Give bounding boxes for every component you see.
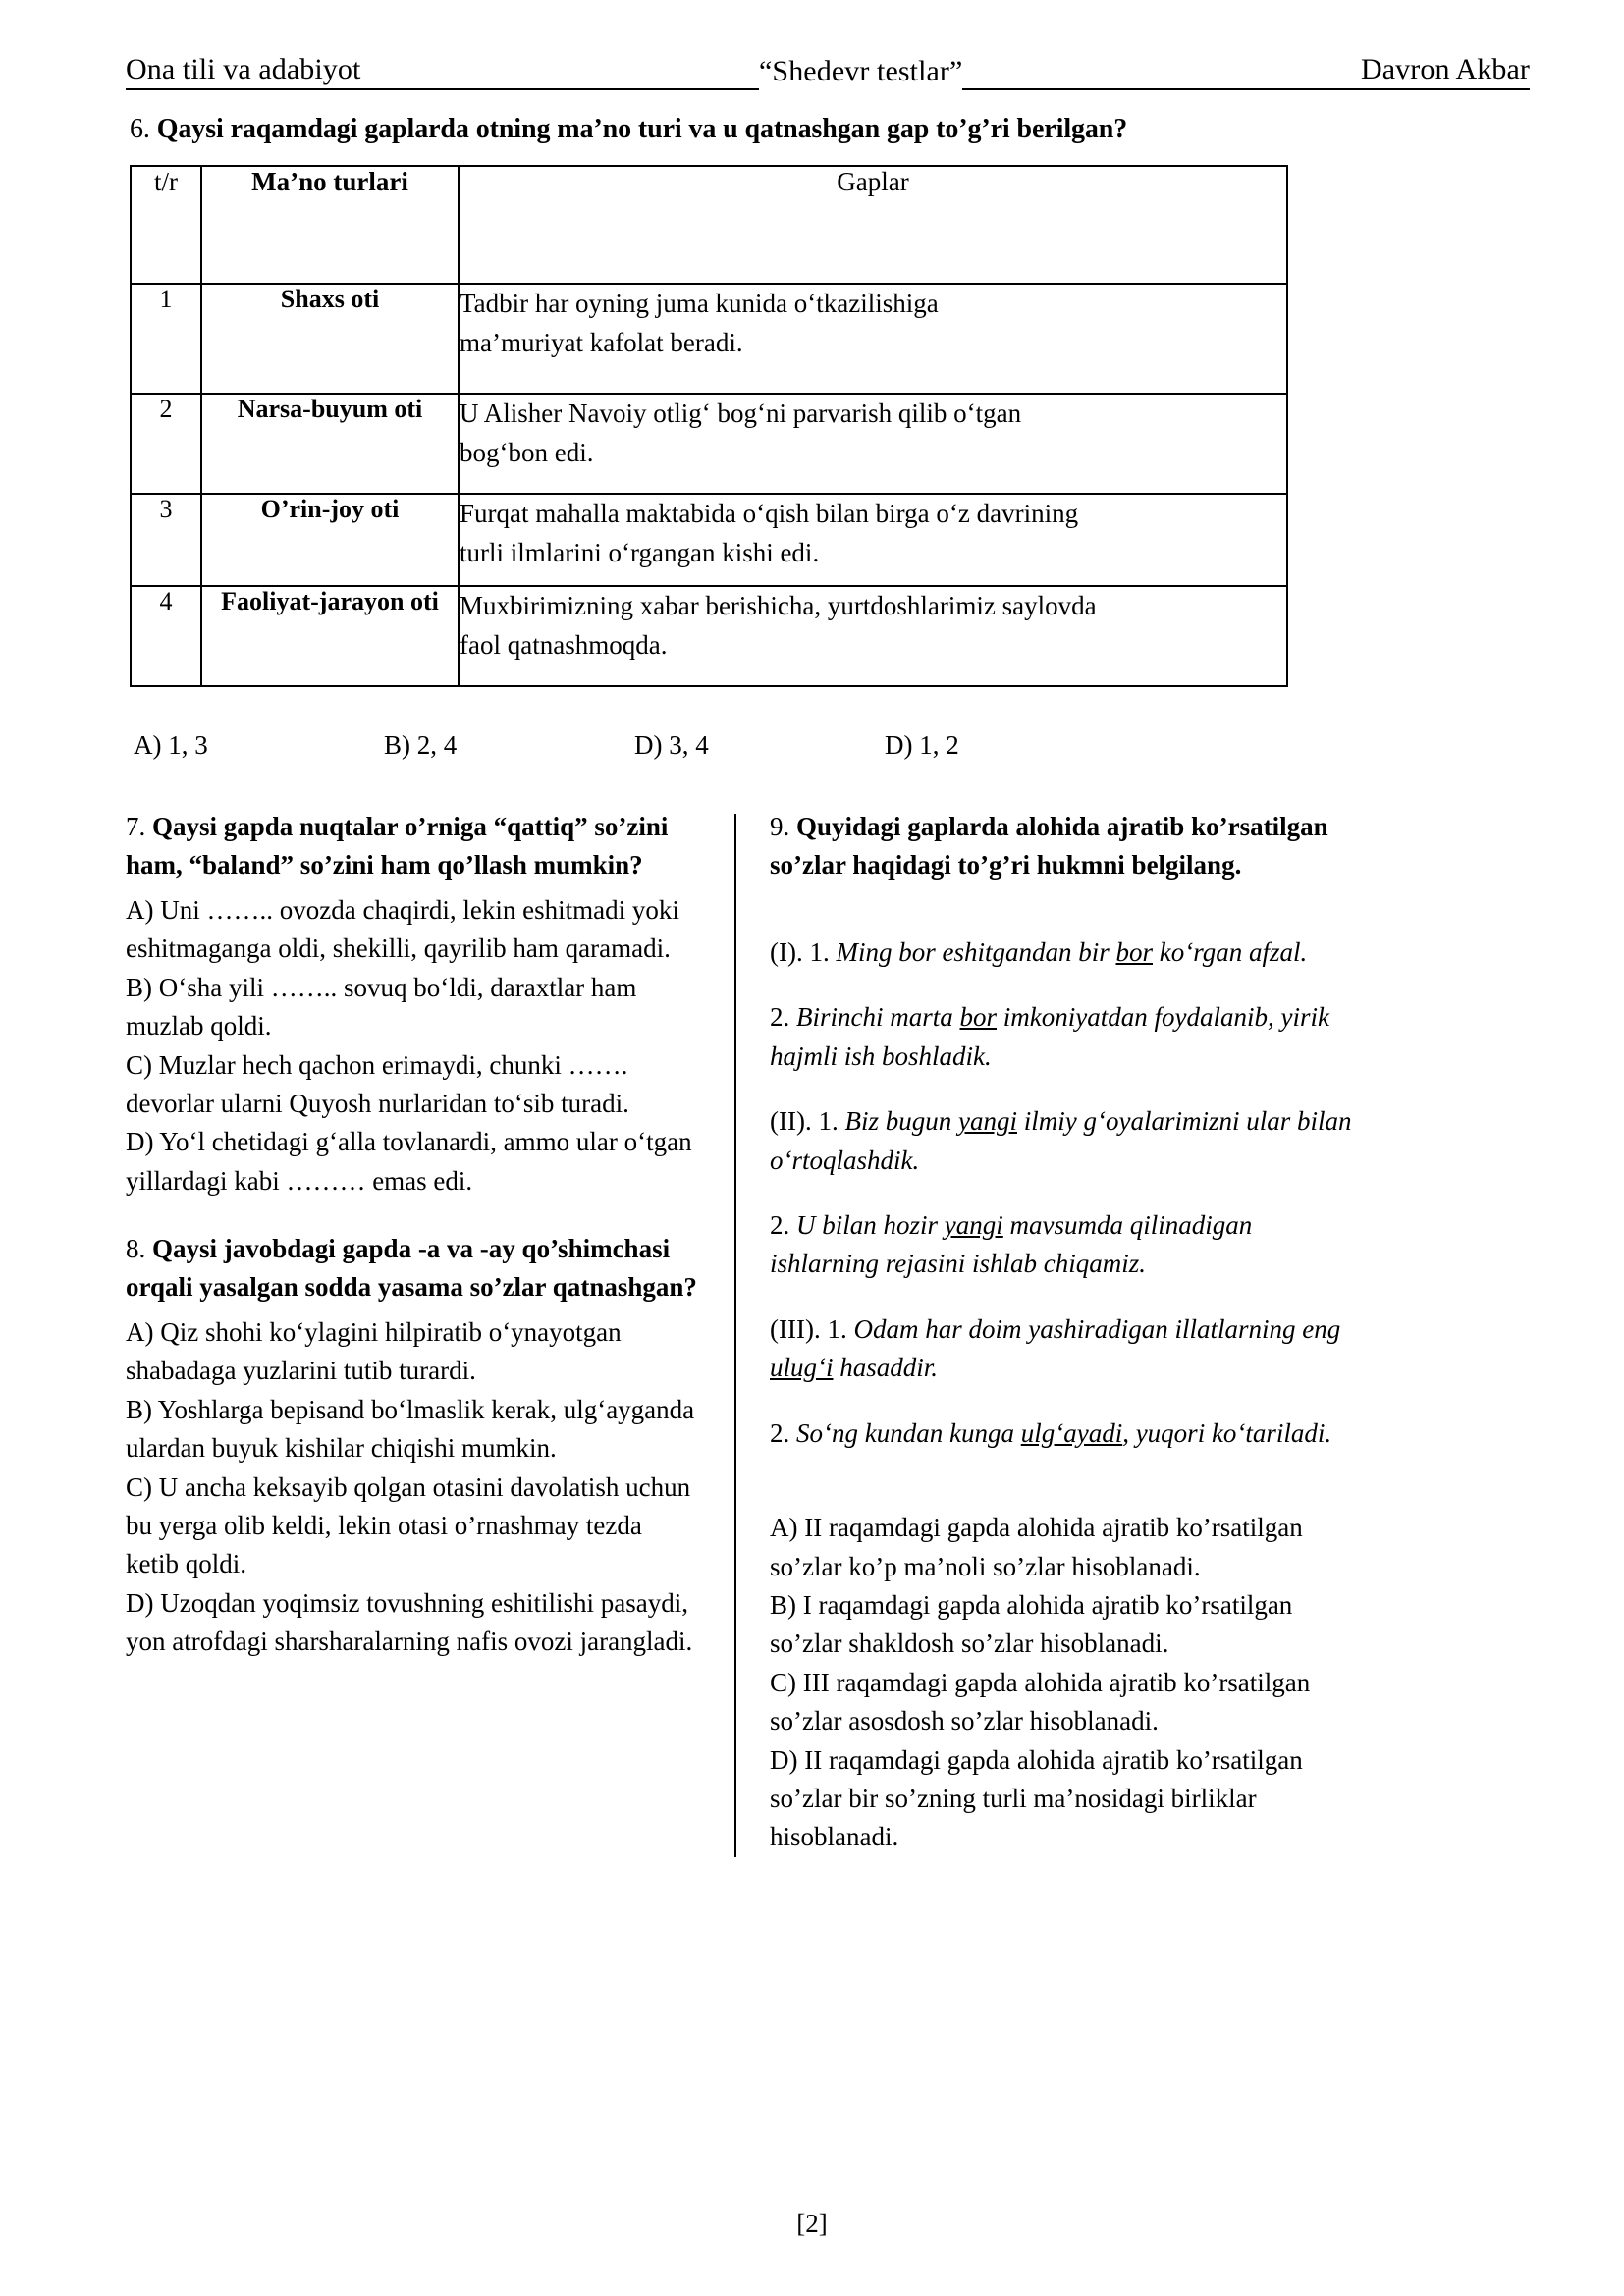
sentence-line: U Alisher Navoiy otlig‘ bog‘ni parvarish qilib o‘tgan [460, 399, 1022, 429]
question-6-heading [130, 112, 1530, 147]
sentence-marker: 2. [770, 1002, 790, 1033]
table-cell-number: 4 [131, 586, 201, 686]
sentence-emphasis: bor [959, 1002, 998, 1033]
table-header-type: Ma’no turlari [201, 166, 459, 284]
question-9-option-a[interactable]: A) II raqamdagi gapda alohida ajratib ko’rsatilgan so’zlar ko’p ma’noli so’zlar hisoblanadi. [770, 1513, 1303, 1581]
question-9-number: 9. [770, 812, 790, 842]
sentence-pre: So‘ng kundan kunga [796, 1417, 1021, 1448]
sentence-emphasis: ulug‘i [770, 1353, 834, 1383]
table-cell-number: 3 [131, 494, 201, 586]
question-9-sentence [770, 934, 1365, 972]
header-center-title: “Shedevr testlar” [759, 54, 963, 87]
question-9-option-c[interactable]: C) III raqamdagi gapda alohida ajratib ko’rsatilgan so’zlar asosdosh so’zlar hisoblanadi. [770, 1667, 1311, 1736]
sentence-marker: (II). 1. [770, 1106, 839, 1137]
header-rule-right [962, 49, 1361, 90]
sentence-line: bog‘bon edi. [460, 437, 594, 467]
question-8-number: 8. [126, 1234, 146, 1264]
sentence-post: mavsumda qilinadigan ishlarning rejasini ishlab chiqamiz. [770, 1210, 1253, 1279]
table-cell-sentence [459, 494, 1287, 586]
answer-option-d[interactable]: D) 1, 2 [885, 730, 959, 761]
table-cell-sentence [459, 586, 1287, 686]
question-7-prompt: Qaysi gapda nuqtalar o’rniga “qattiq” so’zini ham, “baland” so’zini ham qo’llash mumkin? [126, 812, 669, 880]
question-8-option-b[interactable]: B) Yoshlarga bepisand bo‘lmaslik kerak, ulg‘ayganda ulardan buyuk kishilar chiqishi mumkin. [126, 1394, 695, 1464]
table-header-row [131, 166, 1287, 284]
sentence-line: turli ilmlarini o‘rgangan kishi edi. [460, 537, 820, 567]
question-9-sentence [770, 1415, 1365, 1453]
question-8-heading [126, 1230, 701, 1306]
header-subject: Ona tili va adabiyot [126, 53, 360, 91]
sentence-marker: 2. [770, 1210, 790, 1241]
table-row [131, 284, 1287, 394]
sentence-line: Muxbirimizning xabar berishicha, yurtdoshlarimiz saylovda [460, 591, 1097, 621]
sentence-marker: (III). 1. [770, 1313, 847, 1344]
question-9-option-b[interactable]: B) I raqamdagi gapda alohida ajratib ko’rsatilgan so’zlar shakldosh so’zlar hisoblanadi. [770, 1589, 1293, 1659]
question-7-heading [126, 808, 701, 883]
question-7-number: 7. [126, 812, 146, 842]
question-9-sentence [770, 1310, 1365, 1388]
sentence-emphasis: yangi [944, 1210, 1003, 1241]
sentence-line: Furqat mahalla maktabida o‘qish bilan birga o‘z davrining [460, 499, 1079, 529]
question-6-prompt: Qaysi raqamdagi gaplarda otning ma’no turi va u qatnashgan gap to’g’ri berilgan? [156, 114, 1128, 144]
table-header-tr: t/r [131, 166, 201, 284]
question-8-prompt: Qaysi javobdagi gapda -a va -ay qo’shimchasi orqali yasalgan sodda yasama so’zlar qatnashgan? [126, 1234, 697, 1302]
question-7-option-d[interactable]: D) Yo‘l chetidagi g‘alla tovlanardi, ammo ular o‘tgan yillardagi kabi ……… emas edi. [126, 1127, 692, 1196]
question-7-option-c[interactable]: C) Muzlar hech qachon erimaydi, chunki ……. devorlar ularni Quyosh nurlaridan to‘sib turadi. [126, 1049, 629, 1119]
answer-option-c[interactable]: D) 3, 4 [634, 730, 709, 761]
sentence-line: faol qatnashmoqda. [460, 629, 668, 660]
table-header-sentences: Gaplar [459, 166, 1287, 284]
spacer [770, 891, 1365, 907]
answer-option-b[interactable]: B) 2, 4 [384, 730, 458, 761]
two-column-body [126, 808, 1530, 1856]
sentence-pre: Ming bor eshitgandan bir [836, 937, 1116, 968]
question-9-sentence [770, 1206, 1365, 1284]
question-9-option-d[interactable]: D) II raqamdagi gapda alohida ajratib ko’rsatilgan so’zlar bir so’zning turli ma’nosidagi birliklar hisoblanadi. [770, 1744, 1303, 1852]
table-cell-sentence [459, 284, 1287, 394]
sentence-pre: Biz bugun [844, 1106, 958, 1137]
sentence-pre: U bilan hozir [796, 1210, 945, 1241]
question-8-option-d[interactable]: D) Uzoqdan yoqimsiz tovushning eshitilishi pasaydi, yon atrofdagi sharsharalarning nafis ovozi jarangladi. [126, 1587, 693, 1657]
table-row [131, 394, 1287, 494]
question-6-table [130, 165, 1288, 687]
sentence-post: ilmiy g‘oyalarimizni ular bilan o‘rtoqlashdik. [770, 1106, 1352, 1175]
table-cell-sentence [459, 394, 1287, 494]
sentence-pre: Birinchi marta [796, 1002, 960, 1033]
table-row [131, 494, 1287, 586]
question-8-option-c[interactable]: C) U ancha keksayib qolgan otasini davolatish uchun bu yerga olib keldi, lekin otasi o’rnashmay tezda ketib qoldi. [126, 1471, 691, 1579]
sentence-emphasis: yangi [957, 1106, 1017, 1137]
sentence-line: Tadbir har oyning juma kunida o‘tkazilishiga [460, 289, 939, 319]
sentence-marker: 2. [770, 1417, 790, 1448]
table-cell-number: 1 [131, 284, 201, 394]
page-number: [2] [796, 2209, 828, 2238]
spacer [126, 1201, 701, 1230]
answer-option-a[interactable]: A) 1, 3 [134, 730, 208, 761]
header-rule-left [360, 49, 759, 90]
sentence-post: hasaddir. [833, 1353, 939, 1383]
sentence-post: , yuqori ko‘tariladi. [1122, 1417, 1332, 1448]
header-author: Davron Akbar [1361, 53, 1530, 91]
question-9-sentence [770, 998, 1365, 1076]
spacer [770, 1479, 1365, 1509]
sentence-emphasis: bor [1115, 937, 1154, 968]
sentence-pre: Odam har doim yashiradigan illatlarning eng [853, 1313, 1341, 1344]
table-cell-type: Narsa-buyum oti [201, 394, 459, 494]
sentence-post: ko‘rgan afzal. [1153, 937, 1308, 968]
question-9-sentence [770, 1102, 1365, 1180]
question-9-prompt: Quyidagi gaplarda alohida ajratib ko’rsatilgan so’zlar haqidagi to’g’ri hukmni belgilang. [770, 812, 1328, 880]
question-8-option-a[interactable]: A) Qiz shohi ko‘ylagini hilpiratib o‘ynayotgan shabadaga yuzlarini tutib turardi. [126, 1316, 622, 1386]
sentence-line: ma’muriyat kafolat beradi. [460, 327, 743, 357]
table-row [131, 586, 1287, 686]
table-cell-type: Shaxs oti [201, 284, 459, 394]
question-6-answer-row [134, 730, 1530, 761]
question-7-option-b[interactable]: B) O‘sha yili …….. sovuq bo‘ldi, daraxtlar ham muzlab qoldi. [126, 972, 637, 1041]
question-9-heading [770, 808, 1365, 883]
left-column [126, 808, 734, 1856]
sentence-post: imkoniyatdan foydalanib, yirik hajmli ish boshladik. [770, 1002, 1329, 1071]
question-7-option-a[interactable]: A) Uni …….. ovozda chaqirdi, lekin eshitmadi yoki eshitmaganga oldi, shekilli, qayrilib ham qaramadi. [126, 895, 679, 964]
question-6-number: 6. [130, 114, 150, 144]
table-cell-number: 2 [131, 394, 201, 494]
page-header [126, 51, 1530, 90]
sentence-emphasis: ulg‘ayadi [1020, 1417, 1123, 1448]
right-column [736, 808, 1365, 1856]
sentence-marker: (I). 1. [770, 937, 830, 968]
table-cell-type: O’rin-joy oti [201, 494, 459, 586]
table-cell-type: Faoliyat-jarayon oti [201, 586, 459, 686]
